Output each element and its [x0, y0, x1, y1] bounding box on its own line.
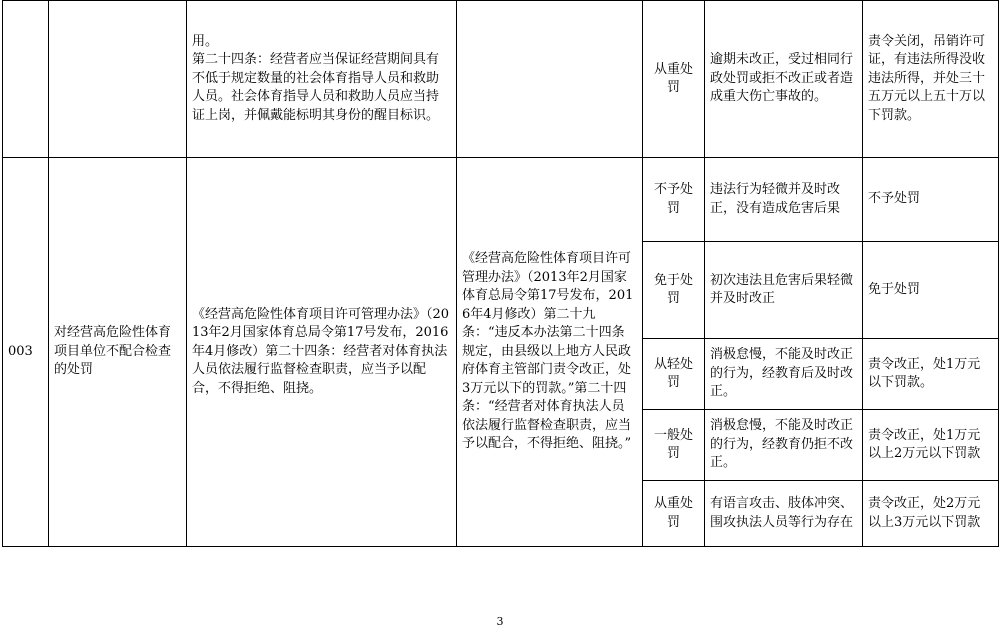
penalty-basis-cell: 《经营高危险性体育项目许可管理办法》（2013年2月国家体育总局令第17号发布，2016年4月修改）第二十九条：“违反本办法第二十四条规定，由县级以上地方人民政府体育主管部门责令改正，处3万元以下的罚款。”第二十四条：“经营者对体育执法人员依法履行监督检查职责，应当予以配合，不得拒绝、阻挠。” [457, 158, 643, 547]
penalty-level-cell: 从重处罚 [643, 1, 705, 158]
circumstance-cell: 有语言攻击、肢体冲突、围攻执法人员等行为存在 [705, 481, 863, 547]
legal-basis-article: 第二十四条：经营者应当保证经营期间具有不低于规定数量的社会体育指导人员和救助人员。社会体育指导人员和救助人员应当持证上岗，并佩戴能标明其身份的醒目标识。 [192, 52, 440, 123]
penalty-level-cell: 从重处罚 [643, 481, 705, 547]
item-matter-cell [49, 1, 187, 158]
penalty-level-cell: 免于处罚 [643, 242, 705, 339]
circumstance-cell: 逾期未改正，受过相同行政处罚或拒不改正或者造成重大伤亡事故的。 [705, 1, 863, 158]
legal-basis-cell: 《经营高危险性体育项目许可管理办法》（2013年2月国家体育总局令第17号发布，2016年4月修改）第二十四条：经营者对体育执法人员依法履行监督检查职责，应当予以配合，不得拒绝、阻挠。 [187, 158, 457, 547]
table-row [3, 1, 999, 158]
penalty-level-cell: 一般处罚 [643, 410, 705, 481]
legal-basis-fragment: 用。 [192, 33, 219, 49]
standard-cell: 责令改正，处1万元以下罚款。 [863, 339, 999, 410]
item-matter-cell: 对经营高危险性体育项目单位不配合检查的处罚 [49, 158, 187, 547]
table-row [3, 158, 999, 242]
standard-cell: 责令改正，处1万元以上2万元以下罚款 [863, 410, 999, 481]
legal-basis-cell [187, 1, 457, 158]
penalty-basis-cell [457, 1, 643, 158]
circumstance-cell: 违法行为轻微并及时改正，没有造成危害后果 [705, 158, 863, 242]
standard-cell: 免于处罚 [863, 242, 999, 339]
item-number-cell [3, 1, 49, 158]
circumstance-cell: 消极怠慢，不能及时改正的行为，经教育仍拒不改正。 [705, 410, 863, 481]
circumstance-cell: 初次违法且危害后果轻微并及时改正 [705, 242, 863, 339]
circumstance-cell: 消极怠慢，不能及时改正的行为，经教育后及时改正。 [705, 339, 863, 410]
standard-cell: 责令改正，处2万元以上3万元以下罚款 [863, 481, 999, 547]
page-number: 3 [496, 615, 504, 628]
standard-cell: 不予处罚 [863, 158, 999, 242]
standard-cell: 责令关闭，吊销许可证，有违法所得没收违法所得，并处三十五万元以上五十万以下罚款。 [863, 1, 999, 158]
item-number-cell: 003 [3, 158, 49, 547]
penalty-level-cell: 从轻处罚 [643, 339, 705, 410]
penalty-table [2, 0, 999, 547]
penalty-level-cell: 不予处罚 [643, 158, 705, 242]
